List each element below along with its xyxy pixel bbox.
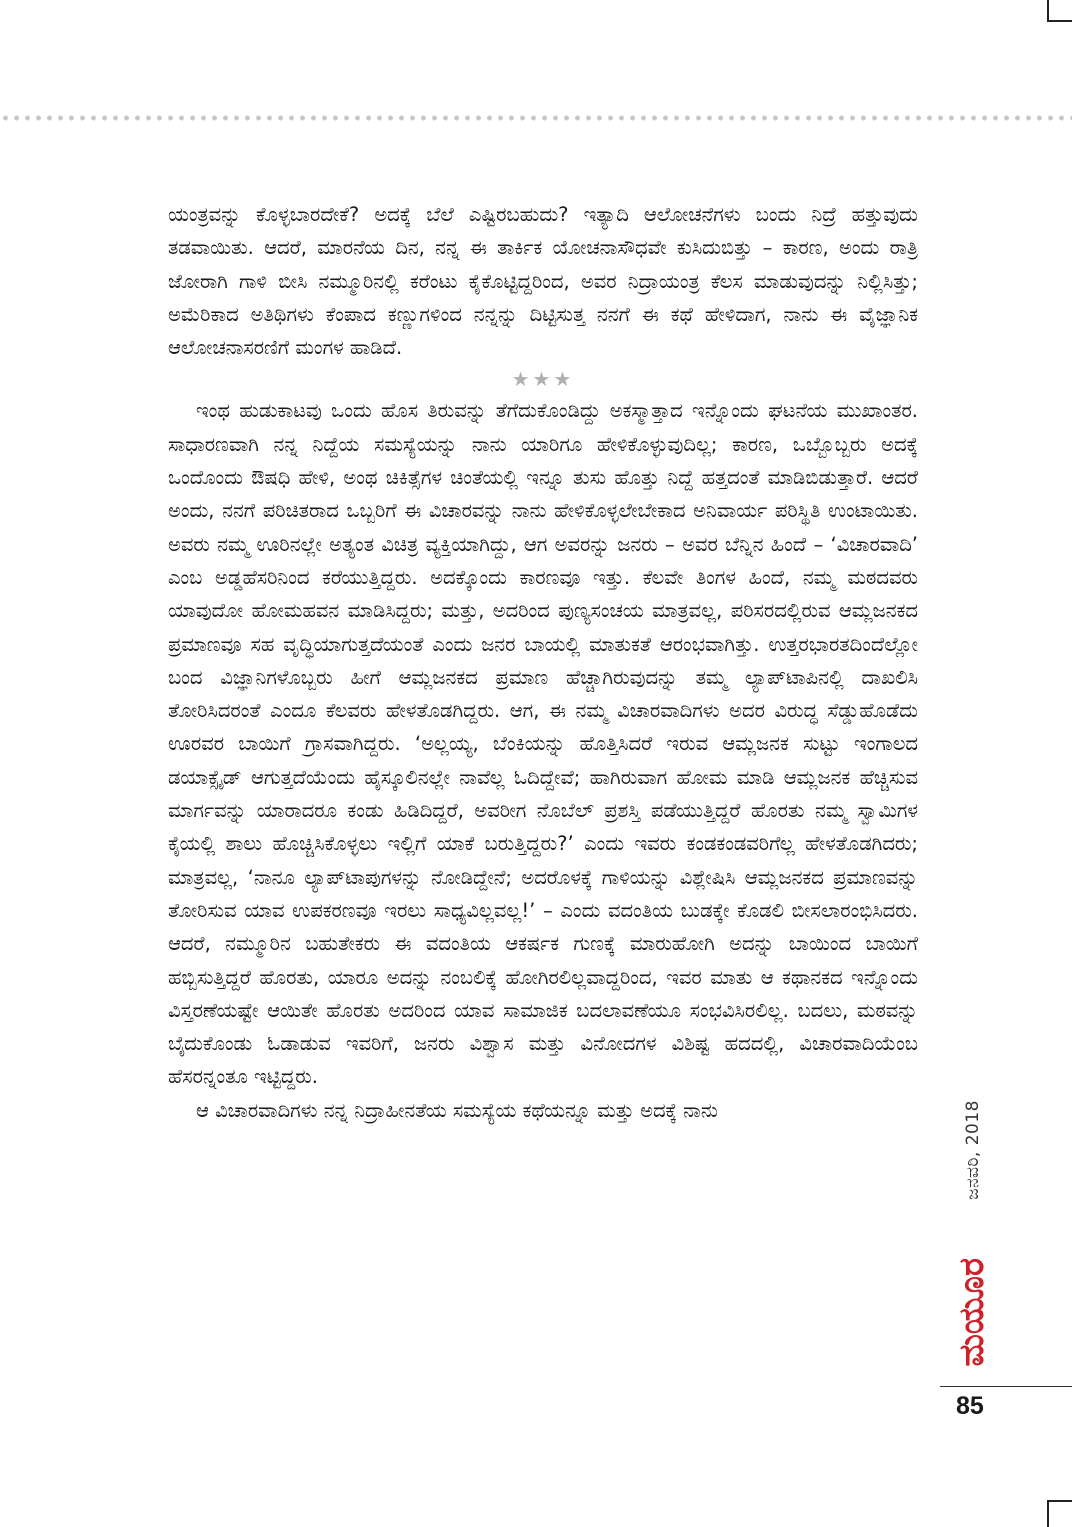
crop-mark-top bbox=[1047, 0, 1072, 22]
article-body bbox=[168, 198, 918, 1127]
issue-date: ಜನವರಿ, 2018 bbox=[963, 1100, 983, 1200]
article-paragraph: ಯಂತ್ರವನ್ನು ಕೊಳ್ಳಬಾರದೇಕೆ? ಅದಕ್ಕೆ ಬೆಲೆ ಎಷ್ಟಿರಬಹುದು? ಇತ್ಯಾದಿ ಆಲೋಚನೆಗಳು ಬಂದು ನಿದ್ರೆ ಹತ್ತುವುದು ತಡವಾಯಿತು. ಆದರೆ, ಮಾರನೆಯ ದಿನ, ನನ್ನ ಈ ತಾರ್ಕಿಕ ಯೋಚನಾಸೌಧವೇ ಕುಸಿದುಬಿತ್ತು – ಕಾರಣ, ಅಂದು ರಾತ್ರಿ ಜೋರಾಗಿ ಗಾಳಿ ಬೀಸಿ ನಮ್ಮೂರಿನಲ್ಲಿ ಕರೆಂಟು ಕೈಕೊಟ್ಟಿದ್ದರಿಂದ, ಅವರ ನಿದ್ರಾಯಂತ್ರ ಕೆಲಸ ಮಾಡುವುದನ್ನು ನಿಲ್ಲಿಸಿತ್ತು; ಅಮೆರಿಕಾದ ಅತಿಥಿಗಳು ಕೆಂಪಾದ ಕಣ್ಣುಗಳಿಂದ ನನ್ನನ್ನು ದಿಟ್ಟಿಸುತ್ತ ನನಗೆ ಈ ಕಥೆ ಹೇಳಿದಾಗ, ನಾನು ಈ ವೈಜ್ಞಾನಿಕ ಆಲೋಚನಾಸರಣಿಗೆ ಮಂಗಳ ಹಾಡಿದೆ. bbox=[168, 203, 918, 360]
section-separator: ★★★ bbox=[511, 367, 575, 392]
magazine-logo: ಮಯೂರ bbox=[952, 1258, 992, 1367]
crop-mark-bottom bbox=[1047, 1500, 1072, 1527]
article-paragraph: ಇಂಥ ಹುಡುಕಾಟವು ಒಂದು ಹೊಸ ತಿರುವನ್ನು ತೆಗೆದುಕೊಂಡಿದ್ದು ಅಕಸ್ಮಾತ್ತಾದ ಇನ್ನೊಂದು ಘಟನೆಯ ಮುಖಾಂತರ. ಸಾಧಾರಣವಾಗಿ ನನ್ನ ನಿದ್ದೆಯ ಸಮಸ್ಯೆಯನ್ನು ನಾನು ಯಾರಿಗೂ ಹೇಳಿಕೊಳ್ಳುವುದಿಲ್ಲ; ಕಾರಣ, ಒಬ್ಬೊಬ್ಬರು ಅದಕ್ಕೆ ಒಂದೊಂದು ಔಷಧಿ ಹೇಳಿ, ಅಂಥ ಚಿಕಿತ್ಸೆಗಳ ಚಿಂತೆಯಲ್ಲಿ ಇನ್ನೂ ತುಸು ಹೊತ್ತು ನಿದ್ದೆ ಹತ್ತದಂತೆ ಮಾಡಿಬಿಡುತ್ತಾರೆ. ಆದರೆ ಅಂದು, ನನಗೆ ಪರಿಚಿತರಾದ ಒಬ್ಬರಿಗೆ ಈ ವಿಚಾರವನ್ನು ನಾನು ಹೇಳಿಕೊಳ್ಳಲೇಬೇಕಾದ ಅನಿವಾರ್ಯ ಪರಿಸ್ಥಿತಿ ಉಂಟಾಯಿತು. ಅವರು ನಮ್ಮ ಊರಿನಲ್ಲೇ ಅತ್ಯಂತ ವಿಚಿತ್ರ ವ್ಯಕ್ತಿಯಾಗಿದ್ದು, ಆಗ ಅವರನ್ನು ಜನರು – ಅವರ ಬೆನ್ನಿನ ಹಿಂದೆ – ‘ವಿಚಾರವಾದಿ’ ಎಂಬ ಅಡ್ಡಹೆಸರಿನಿಂದ ಕರೆಯುತ್ತಿದ್ದರು. ಅದಕ್ಕೊಂದು ಕಾರಣವೂ ಇತ್ತು. ಕೆಲವೇ ತಿಂಗಳ ಹಿಂದೆ, ನಮ್ಮ ಮಠದವರು ಯಾವುದೋ ಹೋಮಹವನ ಮಾಡಿಸಿದ್ದರು; ಮತ್ತು, ಅದರಿಂದ ಪುಣ್ಯಸಂಚಯ ಮಾತ್ರವಲ್ಲ, ಪರಿಸರದಲ್ಲಿರುವ ಆಮ್ಲಜನಕದ ಪ್ರಮಾಣವೂ ಸಹ ವೃದ್ಧಿಯಾಗುತ್ತದೆಯಂತೆ ಎಂದು ಜನರ ಬಾಯಲ್ಲಿ ಮಾತುಕತೆ ಆರಂಭವಾಗಿತ್ತು. ಉತ್ತರಭಾರತದಿಂದೆಲ್ಲೋ ಬಂದ ವಿಜ್ಞಾನಿಗಳೊಬ್ಬರು ಹೀಗೆ ಆಮ್ಲಜನಕದ ಪ್ರಮಾಣ ಹೆಚ್ಚಾಗಿರುವುದನ್ನು ತಮ್ಮ ಲ್ಯಾಪ್‌ಟಾಪಿನಲ್ಲಿ ದಾಖಲಿಸಿ ತೋರಿಸಿದರಂತೆ ಎಂದೂ ಕೆಲವರು ಹೇಳತೊಡಗಿದ್ದರು. ಆಗ, ಈ ನಮ್ಮ ವಿಚಾರವಾದಿಗಳು ಅದರ ವಿರುದ್ಧ ಸೆಡ್ಡುಹೊಡೆದು ಊರವರ ಬಾಯಿಗೆ ಗ್ರಾಸವಾಗಿದ್ದರು. ‘ಅಲ್ಲಯ್ಯ, ಬೆಂಕಿಯನ್ನು ಹೊತ್ತಿಸಿದರೆ ಇರುವ ಆಮ್ಲಜನಕ ಸುಟ್ಟು ಇಂಗಾಲದ ಡಯಾಕ್ಸೈಡ್ ಆಗುತ್ತದೆಯೆಂದು ಹೈಸ್ಕೂಲಿನಲ್ಲೇ ನಾವೆಲ್ಲ ಓದಿದ್ದೇವೆ; ಹಾಗಿರುವಾಗ ಹೋಮ ಮಾಡಿ ಆಮ್ಲಜನಕ ಹೆಚ್ಚಿಸುವ ಮಾರ್ಗವನ್ನು ಯಾರಾದರೂ ಕಂಡು ಹಿಡಿದಿದ್ದರೆ, ಅವರೀಗ ನೊಬೆಲ್ ಪ್ರಶಸ್ತಿ ಪಡೆಯುತ್ತಿದ್ದರೆ ಹೊರತು ನಮ್ಮ ಸ್ವಾಮಿಗಳ ಕೈಯಲ್ಲಿ ಶಾಲು ಹೊಚ್ಚಿಸಿಕೊಳ್ಳಲು ಇಲ್ಲಿಗೆ ಯಾಕೆ ಬರುತ್ತಿದ್ದರು?’ ಎಂದು ಇವರು ಕಂಡಕಂಡವರಿಗೆಲ್ಲ ಹೇಳತೊಡಗಿದರು; ಮಾತ್ರವಲ್ಲ, ‘ನಾನೂ ಲ್ಯಾಪ್‌ಟಾಪುಗಳನ್ನು ನೋಡಿದ್ದೇನೆ; ಅದರೊಳಕ್ಕೆ ಗಾಳಿಯನ್ನು ವಿಶ್ಲೇಷಿಸಿ ಆಮ್ಲಜನಕದ ಪ್ರಮಾಣವನ್ನು ತೋರಿಸುವ ಯಾವ ಉಪಕರಣವೂ ಇರಲು ಸಾಧ್ಯವಿಲ್ಲವಲ್ಲ!’ – ಎಂದು ವದಂತಿಯ ಬುಡಕ್ಕೇ ಕೊಡಲಿ ಬೀಸಲಾರಂಭಿಸಿದರು. ಆದರೆ, ನಮ್ಮೂರಿನ ಬಹುತೇಕರು ಈ ವದಂತಿಯ ಆಕರ್ಷಕ ಗುಣಕ್ಕೆ ಮಾರುಹೋಗಿ ಅದನ್ನು ಬಾಯಿಂದ ಬಾಯಿಗೆ ಹಬ್ಬಿಸುತ್ತಿದ್ದರೆ ಹೊರತು, ಯಾರೂ ಅದನ್ನು ನಂಬಲಿಕ್ಕೆ ಹೋಗಿರಲಿಲ್ಲವಾದ್ದರಿಂದ, ಇವರ ಮಾತು ಆ ಕಥಾನಕದ ಇನ್ನೊಂದು ವಿಸ್ತರಣೆಯಷ್ಟೇ ಆಯಿತೇ ಹೊರತು ಅದರಿಂದ ಯಾವ ಸಾಮಾಜಿಕ ಬದಲಾವಣೆಯೂ ಸಂಭವಿಸಿರಲಿಲ್ಲ. ಬದಲು, ಮಠವನ್ನು ಬೈದುಕೊಂಡು ಓಡಾಡುವ ಇವರಿಗೆ, ಜನರು ವಿಶ್ವಾಸ ಮತ್ತು ವಿನೋದಗಳ ವಿಶಿಷ್ಟ ಹದದಲ್ಲಿ, ವಿಚಾರವಾದಿಯೆಂಬ ಹೆಸರನ್ನಂತೂ ಇಟ್ಟಿದ್ದರು. bbox=[168, 399, 918, 1089]
dotted-header-rule bbox=[0, 114, 1072, 122]
page-number: 85 bbox=[956, 1392, 984, 1420]
article-paragraph: ಆ ವಿಚಾರವಾದಿಗಳು ನನ್ನ ನಿದ್ರಾಹೀನತೆಯ ಸಮಸ್ಯೆಯ ಕಥೆಯನ್ನೂ ಮತ್ತು ಅದಕ್ಕೆ ನಾನು bbox=[196, 1098, 718, 1122]
page-number-rule bbox=[940, 1386, 1072, 1387]
